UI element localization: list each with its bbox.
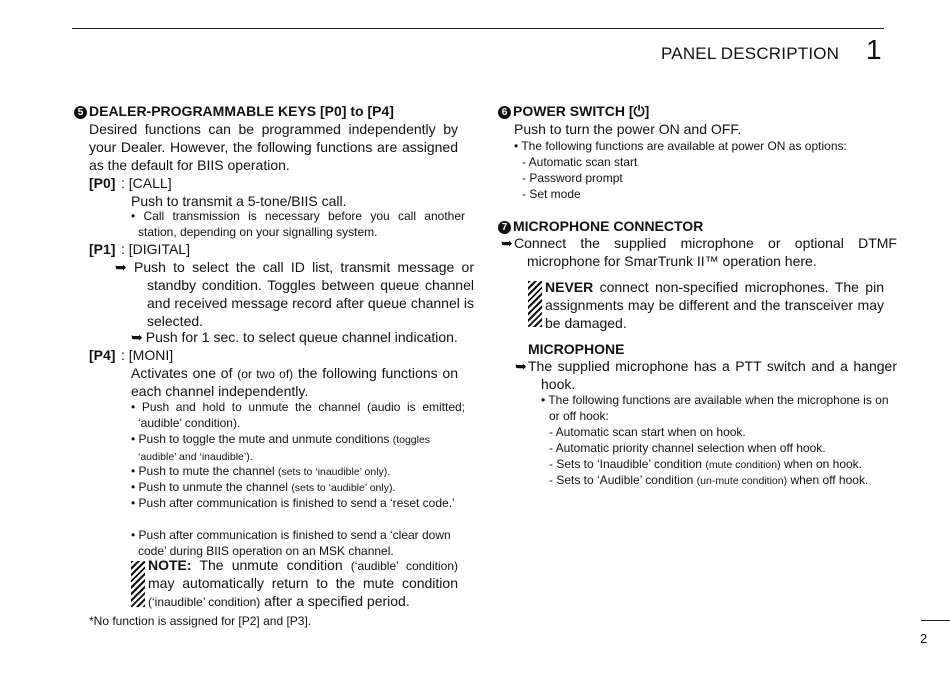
key-p0-label: : [CALL] bbox=[121, 175, 172, 191]
microphone-heading: MICROPHONE bbox=[528, 341, 625, 357]
list-item: - Set mode bbox=[522, 187, 581, 201]
list-item: - Automatic scan start when on hook. bbox=[549, 425, 746, 439]
section-number-badge: 5 bbox=[74, 106, 87, 119]
section-number-badge: 6 bbox=[498, 106, 511, 119]
key-p4: [P4] bbox=[89, 347, 116, 363]
key-p4-bullet-5: • Push after communication is finished to send a ‘reset code.’ bbox=[131, 496, 455, 510]
section-6-desc: Push to turn the power ON and OFF. bbox=[514, 121, 742, 137]
section-6-heading: 6 POWER SWITCH [⏻] bbox=[498, 102, 649, 120]
microphone-bullet: • The following functions are available when the microphone is on or off hook: bbox=[541, 393, 889, 423]
list-item: - Sets to ‘Inaudible’ condition (mute condition) when on hook. bbox=[549, 457, 863, 471]
list-item: - Sets to ‘Audible’ condition (un-mute condition) when off hook. bbox=[549, 473, 869, 487]
chapter-number: 1 bbox=[866, 34, 882, 65]
section-5-intro: Desired functions can be programmed independently by your Dealer. However, the following functions are assigned as the default for BIIS operation. bbox=[89, 121, 458, 173]
key-p1: [P1] bbox=[89, 241, 116, 257]
section-7-arrow: ➥Connect the supplied microphone or optional DTMF microphone for SmarTrunk II™ operation here. bbox=[501, 235, 897, 269]
arrow-icon: ➥ bbox=[131, 329, 143, 345]
list-item: - Automatic scan start bbox=[522, 155, 638, 169]
page-title: PANEL DESCRIPTION bbox=[661, 44, 840, 63]
list-item: - Password prompt bbox=[522, 171, 623, 185]
footer-rule bbox=[921, 620, 950, 621]
key-p4-desc: Activates one of (or two of) the following functions on each channel independently. bbox=[131, 365, 458, 399]
warning-hatch-icon bbox=[528, 281, 542, 327]
section-number-badge: 7 bbox=[498, 221, 511, 234]
list-item: - Automatic priority channel selection when off hook. bbox=[549, 441, 826, 455]
page-number: 2 bbox=[920, 631, 928, 646]
section-5-heading: 5 DEALER-PROGRAMMABLE KEYS [P0] to [P4] bbox=[74, 102, 394, 120]
key-p4-bullet-2: • Push to toggle the mute and unmute conditions (toggles ‘audible’ and ‘inaudible’). bbox=[131, 432, 431, 463]
footnote: *No function is assigned for [P2] and [P3]. bbox=[89, 614, 312, 628]
key-p0-note: • Call transmission is necessary before you call another station, depending on your signalling system. bbox=[131, 209, 465, 239]
key-p4-bullet-4: • Push to unmute the channel (sets to ‘audible’ only). bbox=[131, 480, 396, 494]
key-p1-arrow-1: ➥ Push to select the call ID list, transmit message or standby condition. Toggles between queue channel and received message record after queue channel is selected. bbox=[115, 259, 474, 329]
section-7-warning: NEVER connect non-specified microphones. The pin assignments may be different and the transceiver may be damaged. bbox=[545, 279, 884, 331]
key-p4-bullet-3: • Push to mute the channel (sets to ‘inaudible’ only). bbox=[131, 464, 391, 478]
key-p0-desc: Push to transmit a 5-tone/BIIS call. bbox=[131, 193, 347, 209]
key-p0: [P0] bbox=[89, 175, 116, 191]
microphone-arrow: ➥The supplied microphone has a PTT switch and a hanger hook. bbox=[515, 358, 897, 392]
section-6-bullet: • The following functions are available at power ON as options: bbox=[514, 139, 847, 153]
note-hatch-icon bbox=[131, 561, 145, 607]
power-icon: ⏻ bbox=[633, 103, 645, 119]
key-p1-label: : [DIGITAL] bbox=[121, 241, 190, 257]
key-p4-label: : [MONI] bbox=[121, 347, 174, 363]
section-7-heading: 7 MICROPHONE CONNECTOR bbox=[498, 217, 703, 235]
key-p4-bullet-1: • Push and hold to unmute the channel (audio is emitted; ‘audible’ condition). bbox=[131, 400, 465, 430]
header-rule bbox=[72, 28, 884, 29]
key-p1-arrow-2: ➥ Push for 1 sec. to select queue channel indication. bbox=[131, 329, 458, 345]
key-p4-note: NOTE: The unmute condition (‘audible’ condition) may automatically return to the mute condition (‘inaudible’ condition) after a specified period. bbox=[148, 557, 458, 609]
key-p4-bullet-6: • Push after communication is finished to send a ‘clear down code’ during BIIS operation on an MSK channel. bbox=[131, 528, 451, 558]
